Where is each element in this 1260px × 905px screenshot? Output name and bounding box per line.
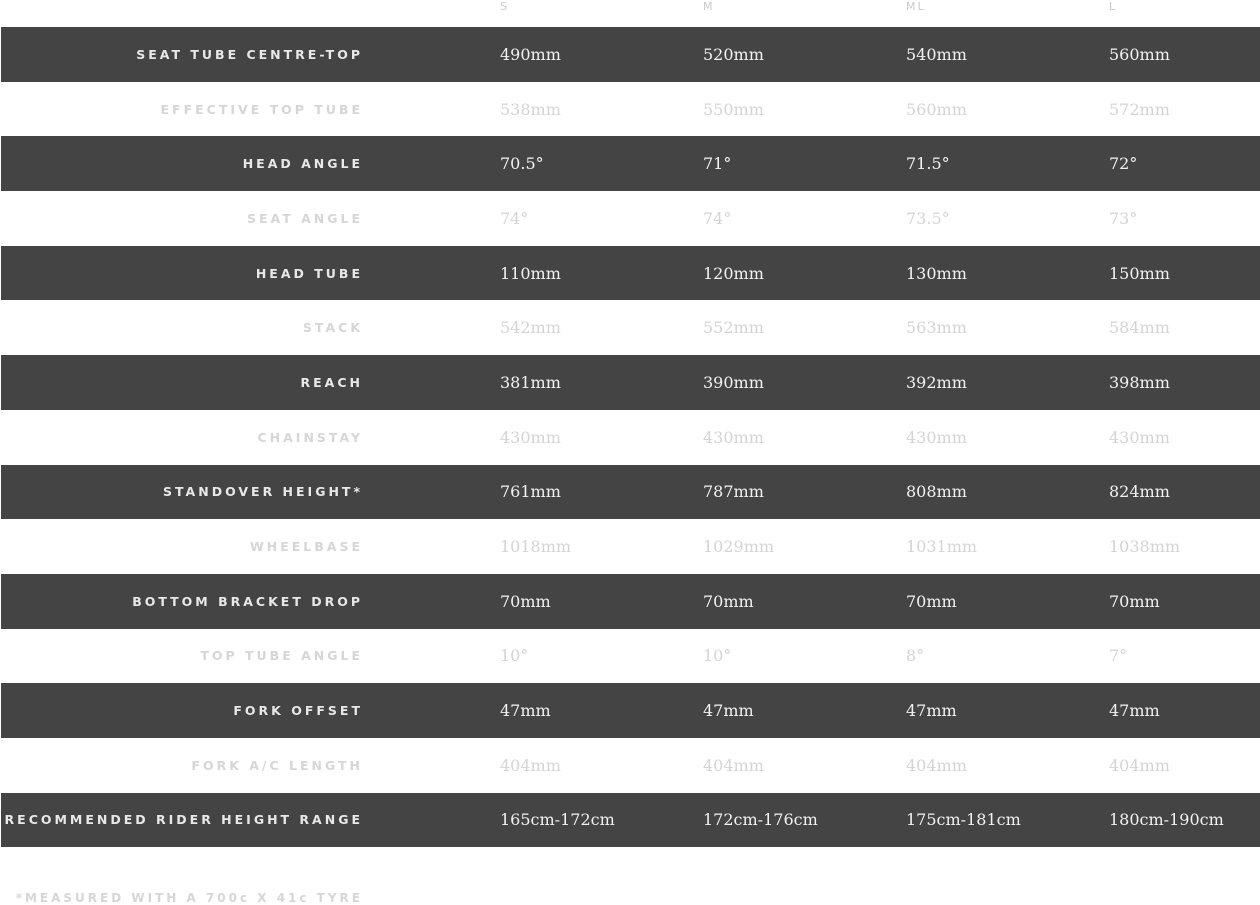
row-label: REACH — [300, 374, 363, 390]
table-row — [1, 27, 1260, 82]
value-cell: 430mm — [1109, 427, 1170, 447]
value-cell: 110mm — [500, 263, 561, 283]
value-cell: 404mm — [906, 755, 967, 775]
row-label: STACK — [302, 320, 363, 336]
table-row — [1, 136, 1260, 191]
value-cell: 47mm — [906, 701, 957, 721]
value-cell: 73.5° — [906, 208, 950, 228]
value-cell: 70.5° — [500, 154, 544, 174]
value-cell: 70mm — [703, 591, 754, 611]
value-cell: 10° — [500, 646, 529, 666]
value-cell: 172cm-176cm — [703, 810, 818, 830]
value-cell: 7° — [1109, 646, 1128, 666]
value-cell: 430mm — [906, 427, 967, 447]
value-cell: 560mm — [1109, 44, 1170, 64]
value-cell: 72° — [1109, 154, 1138, 174]
value-cell: 520mm — [703, 44, 764, 64]
size-header-s: S — [500, 0, 509, 13]
table-row — [1, 246, 1260, 301]
value-cell: 550mm — [703, 99, 764, 119]
value-cell: 1031mm — [906, 537, 978, 557]
value-cell: 808mm — [906, 482, 967, 502]
value-cell: 47mm — [500, 701, 551, 721]
row-label: SEAT ANGLE — [246, 210, 363, 226]
value-cell: 175cm-181cm — [906, 810, 1021, 830]
value-cell: 71.5° — [906, 154, 950, 174]
value-cell: 74° — [500, 208, 529, 228]
value-cell: 130mm — [906, 263, 967, 283]
row-label: BOTTOM BRACKET DROP — [132, 593, 363, 609]
table-row — [0, 738, 1260, 793]
value-cell: 10° — [703, 646, 732, 666]
row-label: FORK OFFSET — [233, 703, 363, 719]
row-label: CHAINSTAY — [257, 429, 363, 445]
size-header-ml: ML — [906, 0, 926, 13]
table-row — [1, 465, 1260, 520]
value-cell: 761mm — [500, 482, 561, 502]
value-cell: 538mm — [500, 99, 561, 119]
table-row — [0, 629, 1260, 684]
value-cell: 381mm — [500, 372, 561, 392]
size-header-m: M — [703, 0, 715, 13]
value-cell: 70mm — [906, 591, 957, 611]
row-label: WHEELBASE — [249, 539, 363, 555]
value-cell: 390mm — [703, 372, 764, 392]
value-cell: 180cm-190cm — [1109, 810, 1224, 830]
value-cell: 1029mm — [703, 537, 775, 557]
value-cell: 47mm — [703, 701, 754, 721]
value-cell: 8° — [906, 646, 925, 666]
table-row — [1, 793, 1260, 848]
value-cell: 70mm — [1109, 591, 1160, 611]
value-cell: 404mm — [500, 755, 561, 775]
value-cell: 584mm — [1109, 318, 1170, 338]
table-row — [0, 82, 1260, 137]
table-row — [0, 519, 1260, 574]
footnote: *MEASURED WITH A 700c X 41c TYRE — [15, 891, 363, 905]
table-row — [0, 191, 1260, 246]
value-cell: 552mm — [703, 318, 764, 338]
table-row — [0, 410, 1260, 465]
value-cell: 787mm — [703, 482, 764, 502]
value-cell: 392mm — [906, 372, 967, 392]
value-cell: 404mm — [1109, 755, 1170, 775]
value-cell: 150mm — [1109, 263, 1170, 283]
value-cell: 398mm — [1109, 372, 1170, 392]
row-label: HEAD ANGLE — [242, 156, 363, 172]
value-cell: 1018mm — [500, 537, 572, 557]
row-label: SEAT TUBE CENTRE-TOP — [136, 46, 363, 62]
value-cell: 1038mm — [1109, 537, 1181, 557]
value-cell: 563mm — [906, 318, 967, 338]
value-cell: 490mm — [500, 44, 561, 64]
value-cell: 71° — [703, 154, 732, 174]
table-row — [1, 574, 1260, 629]
table-row — [1, 355, 1260, 410]
size-header-l: L — [1109, 0, 1118, 13]
row-label: RECOMMENDED RIDER HEIGHT RANGE — [4, 812, 363, 828]
table-row — [0, 300, 1260, 355]
row-label: STANDOVER HEIGHT* — [163, 484, 363, 500]
row-label: TOP TUBE ANGLE — [200, 648, 363, 664]
value-cell: 165cm-172cm — [500, 810, 615, 830]
value-cell: 542mm — [500, 318, 561, 338]
row-label: EFFECTIVE TOP TUBE — [160, 101, 363, 117]
value-cell: 74° — [703, 208, 732, 228]
row-label: FORK A/C LENGTH — [191, 757, 363, 773]
value-cell: 120mm — [703, 263, 764, 283]
value-cell: 73° — [1109, 208, 1138, 228]
value-cell: 824mm — [1109, 482, 1170, 502]
value-cell: 404mm — [703, 755, 764, 775]
value-cell: 430mm — [500, 427, 561, 447]
row-label: HEAD TUBE — [255, 265, 363, 281]
value-cell: 572mm — [1109, 99, 1170, 119]
size-header-row — [0, 0, 1260, 27]
table-row — [1, 683, 1260, 738]
value-cell: 70mm — [500, 591, 551, 611]
value-cell: 430mm — [703, 427, 764, 447]
value-cell: 47mm — [1109, 701, 1160, 721]
value-cell: 540mm — [906, 44, 967, 64]
geometry-table — [0, 27, 1260, 847]
value-cell: 560mm — [906, 99, 967, 119]
